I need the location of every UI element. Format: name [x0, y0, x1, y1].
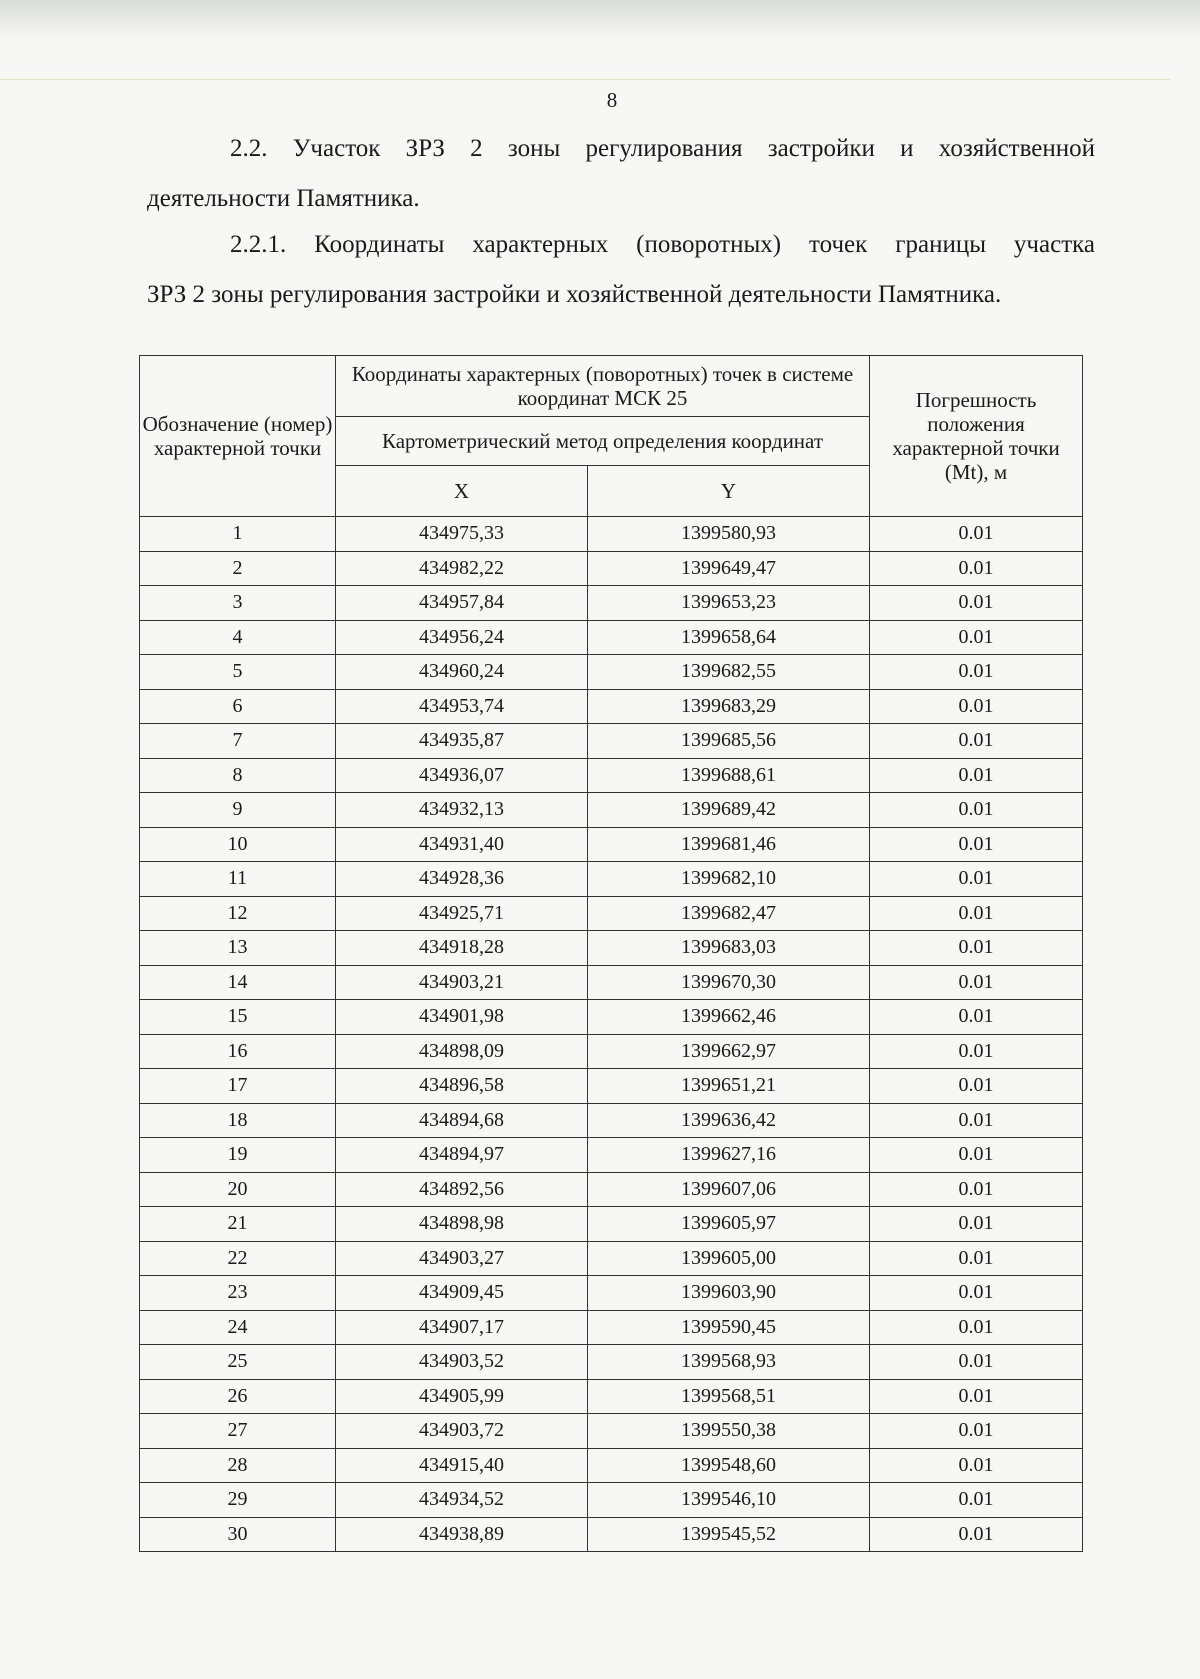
- cell-error: 0.01: [870, 1379, 1083, 1414]
- cell-error: 0.01: [870, 1345, 1083, 1380]
- table-row: [140, 1276, 1083, 1311]
- cell-y: 1399607,06: [588, 1172, 870, 1207]
- header-rule: [0, 79, 1170, 80]
- cell-error: 0.01: [870, 1000, 1083, 1035]
- cell-error: 0.01: [870, 1069, 1083, 1104]
- cell-point-number: 25: [140, 1345, 336, 1380]
- cell-point-number: 11: [140, 862, 336, 897]
- cell-y: 1399636,42: [588, 1103, 870, 1138]
- cell-x: 434903,21: [336, 965, 588, 1000]
- cell-point-number: 26: [140, 1379, 336, 1414]
- cell-y: 1399546,10: [588, 1483, 870, 1518]
- header-designation: Обозначение (номер) характерной точки: [140, 356, 336, 517]
- cell-y: 1399688,61: [588, 758, 870, 793]
- cell-x: 434938,89: [336, 1517, 588, 1552]
- cell-point-number: 21: [140, 1207, 336, 1242]
- cell-x: 434896,58: [336, 1069, 588, 1104]
- cell-point-number: 9: [140, 793, 336, 828]
- section-2-2-line2: деятельности Памятника.: [147, 185, 420, 212]
- table-row: [140, 965, 1083, 1000]
- cell-x: 434957,84: [336, 586, 588, 621]
- cell-error: 0.01: [870, 1241, 1083, 1276]
- cell-x: 434982,22: [336, 551, 588, 586]
- cell-error: 0.01: [870, 862, 1083, 897]
- cell-y: 1399682,55: [588, 655, 870, 690]
- cell-y: 1399683,03: [588, 931, 870, 966]
- section-2-2-paragraph: [147, 124, 1095, 224]
- cell-error: 0.01: [870, 931, 1083, 966]
- cell-point-number: 29: [140, 1483, 336, 1518]
- section-2-2-1-paragraph: [147, 220, 1095, 320]
- header-coords-group: Координаты характерных (поворотных) точек в системе координат МСК 25: [336, 356, 870, 417]
- cell-point-number: 1: [140, 517, 336, 552]
- cell-point-number: 8: [140, 758, 336, 793]
- cell-point-number: 28: [140, 1448, 336, 1483]
- cell-point-number: 13: [140, 931, 336, 966]
- cell-y: 1399649,47: [588, 551, 870, 586]
- table-row: [140, 1207, 1083, 1242]
- page-number: 8: [606, 88, 618, 112]
- table-row: [140, 724, 1083, 759]
- table-row: [140, 1138, 1083, 1173]
- cell-x: 434932,13: [336, 793, 588, 828]
- header-x: X: [336, 466, 588, 517]
- cell-point-number: 3: [140, 586, 336, 621]
- cell-y: 1399550,38: [588, 1414, 870, 1449]
- cell-y: 1399683,29: [588, 689, 870, 724]
- cell-error: 0.01: [870, 1414, 1083, 1449]
- table-row: [140, 1310, 1083, 1345]
- cell-x: 434915,40: [336, 1448, 588, 1483]
- table-row: [140, 689, 1083, 724]
- coordinates-table-body: [140, 517, 1083, 1552]
- cell-x: 434903,72: [336, 1414, 588, 1449]
- table-row: [140, 793, 1083, 828]
- cell-y: 1399662,97: [588, 1034, 870, 1069]
- section-2-2-line1: 2.2. Участок ЗРЗ 2 зоны регулирования застройки и хозяйственной: [230, 135, 1095, 162]
- cell-x: 434960,24: [336, 655, 588, 690]
- cell-point-number: 6: [140, 689, 336, 724]
- cell-point-number: 22: [140, 1241, 336, 1276]
- cell-x: 434898,98: [336, 1207, 588, 1242]
- cell-x: 434953,74: [336, 689, 588, 724]
- cell-y: 1399682,47: [588, 896, 870, 931]
- cell-error: 0.01: [870, 689, 1083, 724]
- cell-error: 0.01: [870, 586, 1083, 621]
- table-row: [140, 517, 1083, 552]
- cell-x: 434928,36: [336, 862, 588, 897]
- table-row: [140, 758, 1083, 793]
- cell-x: 434892,56: [336, 1172, 588, 1207]
- cell-point-number: 10: [140, 827, 336, 862]
- table-row: [140, 1241, 1083, 1276]
- cell-y: 1399627,16: [588, 1138, 870, 1173]
- table-row: [140, 896, 1083, 931]
- cell-point-number: 24: [140, 1310, 336, 1345]
- cell-error: 0.01: [870, 793, 1083, 828]
- coordinates-table-header: [140, 356, 1083, 517]
- cell-error: 0.01: [870, 896, 1083, 931]
- table-row: [140, 655, 1083, 690]
- cell-x: 434894,97: [336, 1138, 588, 1173]
- header-method: Картометрический метод определения координат: [336, 417, 870, 466]
- section-2-2-1-line2: ЗРЗ 2 зоны регулирования застройки и хозяйственной деятельности Памятника.: [147, 281, 1002, 308]
- cell-point-number: 4: [140, 620, 336, 655]
- cell-x: 434956,24: [336, 620, 588, 655]
- table-row: [140, 862, 1083, 897]
- cell-x: 434931,40: [336, 827, 588, 862]
- table-row: [140, 931, 1083, 966]
- cell-y: 1399681,46: [588, 827, 870, 862]
- cell-point-number: 20: [140, 1172, 336, 1207]
- cell-error: 0.01: [870, 827, 1083, 862]
- table-row: [140, 1345, 1083, 1380]
- cell-y: 1399580,93: [588, 517, 870, 552]
- table-row: [140, 1172, 1083, 1207]
- cell-point-number: 15: [140, 1000, 336, 1035]
- cell-error: 0.01: [870, 1034, 1083, 1069]
- table-row: [140, 551, 1083, 586]
- scan-edge-shadow: [0, 0, 1200, 40]
- cell-x: 434907,17: [336, 1310, 588, 1345]
- cell-y: 1399545,52: [588, 1517, 870, 1552]
- cell-point-number: 5: [140, 655, 336, 690]
- table-row: [140, 1000, 1083, 1035]
- cell-x: 434894,68: [336, 1103, 588, 1138]
- cell-y: 1399603,90: [588, 1276, 870, 1311]
- cell-y: 1399662,46: [588, 1000, 870, 1035]
- cell-x: 434936,07: [336, 758, 588, 793]
- cell-error: 0.01: [870, 1138, 1083, 1173]
- cell-error: 0.01: [870, 1276, 1083, 1311]
- cell-error: 0.01: [870, 620, 1083, 655]
- cell-error: 0.01: [870, 655, 1083, 690]
- cell-point-number: 12: [140, 896, 336, 931]
- cell-y: 1399685,56: [588, 724, 870, 759]
- cell-error: 0.01: [870, 517, 1083, 552]
- cell-y: 1399670,30: [588, 965, 870, 1000]
- cell-point-number: 2: [140, 551, 336, 586]
- cell-y: 1399548,60: [588, 1448, 870, 1483]
- cell-error: 0.01: [870, 1172, 1083, 1207]
- cell-point-number: 30: [140, 1517, 336, 1552]
- cell-error: 0.01: [870, 1517, 1083, 1552]
- header-error: Погрешность положения характерной точки (Mt), м: [870, 356, 1083, 517]
- cell-error: 0.01: [870, 1483, 1083, 1518]
- section-2-2-1-line1: 2.2.1. Координаты характерных (поворотных) точек границы участка: [230, 231, 1095, 258]
- table-row: [140, 1103, 1083, 1138]
- table-row: [140, 827, 1083, 862]
- cell-error: 0.01: [870, 724, 1083, 759]
- cell-x: 434903,52: [336, 1345, 588, 1380]
- coordinates-table: [139, 355, 1083, 1552]
- table-row: [140, 1034, 1083, 1069]
- cell-x: 434934,52: [336, 1483, 588, 1518]
- table-row: [140, 586, 1083, 621]
- table-row: [140, 1414, 1083, 1449]
- cell-error: 0.01: [870, 1310, 1083, 1345]
- cell-error: 0.01: [870, 965, 1083, 1000]
- cell-y: 1399689,42: [588, 793, 870, 828]
- table-row: [140, 1379, 1083, 1414]
- cell-point-number: 16: [140, 1034, 336, 1069]
- cell-y: 1399651,21: [588, 1069, 870, 1104]
- table-row: [140, 1448, 1083, 1483]
- cell-y: 1399568,93: [588, 1345, 870, 1380]
- cell-point-number: 14: [140, 965, 336, 1000]
- cell-x: 434935,87: [336, 724, 588, 759]
- cell-y: 1399605,97: [588, 1207, 870, 1242]
- cell-error: 0.01: [870, 758, 1083, 793]
- cell-error: 0.01: [870, 551, 1083, 586]
- cell-x: 434898,09: [336, 1034, 588, 1069]
- cell-x: 434918,28: [336, 931, 588, 966]
- cell-error: 0.01: [870, 1103, 1083, 1138]
- cell-point-number: 19: [140, 1138, 336, 1173]
- header-y: Y: [588, 466, 870, 517]
- cell-y: 1399653,23: [588, 586, 870, 621]
- cell-point-number: 23: [140, 1276, 336, 1311]
- table-row: [140, 1483, 1083, 1518]
- cell-point-number: 27: [140, 1414, 336, 1449]
- cell-x: 434909,45: [336, 1276, 588, 1311]
- cell-point-number: 17: [140, 1069, 336, 1104]
- cell-y: 1399590,45: [588, 1310, 870, 1345]
- cell-error: 0.01: [870, 1448, 1083, 1483]
- cell-y: 1399658,64: [588, 620, 870, 655]
- cell-y: 1399682,10: [588, 862, 870, 897]
- cell-x: 434975,33: [336, 517, 588, 552]
- cell-x: 434925,71: [336, 896, 588, 931]
- cell-x: 434905,99: [336, 1379, 588, 1414]
- cell-y: 1399605,00: [588, 1241, 870, 1276]
- table-row: [140, 1069, 1083, 1104]
- cell-point-number: 18: [140, 1103, 336, 1138]
- cell-point-number: 7: [140, 724, 336, 759]
- cell-x: 434901,98: [336, 1000, 588, 1035]
- table-row: [140, 620, 1083, 655]
- cell-y: 1399568,51: [588, 1379, 870, 1414]
- cell-error: 0.01: [870, 1207, 1083, 1242]
- cell-x: 434903,27: [336, 1241, 588, 1276]
- table-row: [140, 1517, 1083, 1552]
